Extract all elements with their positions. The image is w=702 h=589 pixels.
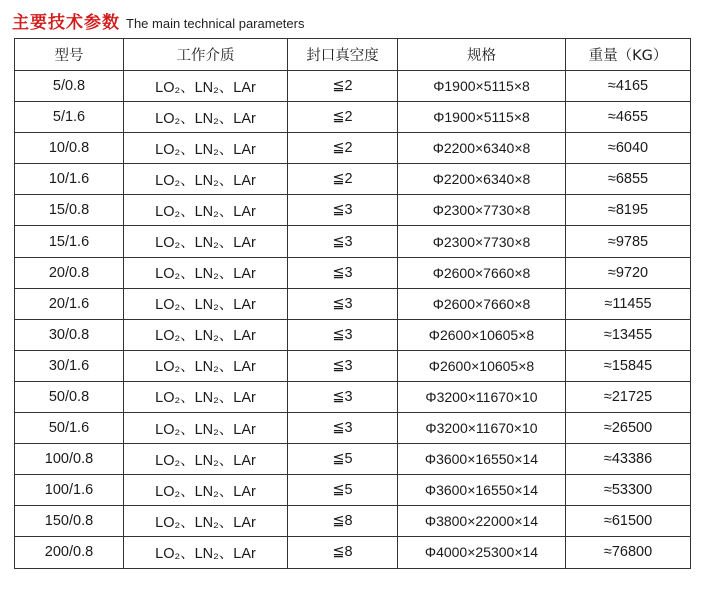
heading-title-en: The main technical parameters — [126, 16, 305, 31]
cell-vacuum: ≦8 — [288, 506, 398, 537]
table-row — [15, 537, 691, 568]
heading-title-cn: 主要技术参数 — [12, 13, 120, 33]
cell-spec: Φ3600×16550×14 — [398, 444, 566, 475]
cell-model: 100/0.8 — [15, 444, 124, 475]
cell-model: 30/0.8 — [15, 319, 124, 350]
table-row — [15, 133, 691, 164]
cell-model: 200/0.8 — [15, 537, 124, 568]
table-row — [15, 444, 691, 475]
cell-model: 50/1.6 — [15, 413, 124, 444]
technical-parameters-table — [14, 38, 691, 569]
cell-medium: LO₂、LN₂、LAr — [124, 133, 288, 164]
cell-spec: Φ2600×7660×8 — [398, 288, 566, 319]
table-row — [15, 381, 691, 412]
cell-spec: Φ3200×11670×10 — [398, 413, 566, 444]
cell-weight: ≈26500 — [566, 413, 691, 444]
cell-weight: ≈15845 — [566, 350, 691, 381]
table-row — [15, 226, 691, 257]
cell-weight: ≈76800 — [566, 537, 691, 568]
cell-medium: LO₂、LN₂、LAr — [124, 350, 288, 381]
cell-weight: ≈6855 — [566, 164, 691, 195]
cell-weight: ≈4165 — [566, 71, 691, 102]
cell-medium: LO₂、LN₂、LAr — [124, 257, 288, 288]
cell-weight: ≈4655 — [566, 102, 691, 133]
cell-spec: Φ2200×6340×8 — [398, 164, 566, 195]
table-row — [15, 506, 691, 537]
cell-medium: LO₂、LN₂、LAr — [124, 195, 288, 226]
cell-spec: Φ3200×11670×10 — [398, 381, 566, 412]
cell-medium: LO₂、LN₂、LAr — [124, 102, 288, 133]
cell-model: 15/0.8 — [15, 195, 124, 226]
cell-medium: LO₂、LN₂、LAr — [124, 319, 288, 350]
cell-vacuum: ≦3 — [288, 413, 398, 444]
table-header-row — [15, 39, 691, 71]
cell-weight: ≈13455 — [566, 319, 691, 350]
cell-spec: Φ4000×25300×14 — [398, 537, 566, 568]
cell-spec: Φ3600×16550×14 — [398, 475, 566, 506]
cell-spec: Φ2600×10605×8 — [398, 319, 566, 350]
cell-vacuum: ≦3 — [288, 381, 398, 412]
cell-medium: LO₂、LN₂、LAr — [124, 164, 288, 195]
cell-vacuum: ≦3 — [288, 195, 398, 226]
cell-vacuum: ≦2 — [288, 71, 398, 102]
cell-weight: ≈21725 — [566, 381, 691, 412]
cell-model: 50/0.8 — [15, 381, 124, 412]
cell-medium: LO₂、LN₂、LAr — [124, 537, 288, 568]
cell-model: 30/1.6 — [15, 350, 124, 381]
cell-vacuum: ≦8 — [288, 537, 398, 568]
header-weight: 重量（KG） — [566, 39, 691, 71]
cell-vacuum: ≦5 — [288, 444, 398, 475]
cell-medium: LO₂、LN₂、LAr — [124, 71, 288, 102]
cell-weight: ≈6040 — [566, 133, 691, 164]
cell-model: 5/1.6 — [15, 102, 124, 133]
table-row — [15, 475, 691, 506]
table-row — [15, 288, 691, 319]
cell-vacuum: ≦2 — [288, 164, 398, 195]
cell-spec: Φ2600×10605×8 — [398, 350, 566, 381]
cell-medium: LO₂、LN₂、LAr — [124, 381, 288, 412]
table-row — [15, 413, 691, 444]
cell-spec: Φ2200×6340×8 — [398, 133, 566, 164]
cell-spec: Φ2600×7660×8 — [398, 257, 566, 288]
cell-model: 150/0.8 — [15, 506, 124, 537]
cell-weight: ≈8195 — [566, 195, 691, 226]
cell-vacuum: ≦2 — [288, 133, 398, 164]
cell-model: 20/1.6 — [15, 288, 124, 319]
header-model: 型号 — [15, 39, 124, 71]
cell-medium: LO₂、LN₂、LAr — [124, 288, 288, 319]
cell-spec: Φ1900×5115×8 — [398, 102, 566, 133]
cell-vacuum: ≦3 — [288, 288, 398, 319]
cell-medium: LO₂、LN₂、LAr — [124, 475, 288, 506]
cell-weight: ≈9720 — [566, 257, 691, 288]
cell-medium: LO₂、LN₂、LAr — [124, 413, 288, 444]
cell-model: 15/1.6 — [15, 226, 124, 257]
cell-vacuum: ≦3 — [288, 319, 398, 350]
header-specification: 规格 — [398, 39, 566, 71]
cell-vacuum: ≦5 — [288, 475, 398, 506]
cell-weight: ≈9785 — [566, 226, 691, 257]
table-row — [15, 195, 691, 226]
cell-model: 5/0.8 — [15, 71, 124, 102]
cell-weight: ≈11455 — [566, 288, 691, 319]
cell-medium: LO₂、LN₂、LAr — [124, 226, 288, 257]
cell-model: 10/1.6 — [15, 164, 124, 195]
cell-medium: LO₂、LN₂、LAr — [124, 506, 288, 537]
cell-model: 20/0.8 — [15, 257, 124, 288]
header-medium: 工作介质 — [124, 39, 288, 71]
cell-model: 10/0.8 — [15, 133, 124, 164]
table-row — [15, 102, 691, 133]
cell-weight: ≈43386 — [566, 444, 691, 475]
section-heading — [12, 8, 304, 34]
table-row — [15, 319, 691, 350]
cell-spec: Φ1900×5115×8 — [398, 71, 566, 102]
cell-vacuum: ≦2 — [288, 102, 398, 133]
cell-spec: Φ2300×7730×8 — [398, 226, 566, 257]
cell-spec: Φ3800×22000×14 — [398, 506, 566, 537]
header-vacuum: 封口真空度 — [288, 39, 398, 71]
cell-vacuum: ≦3 — [288, 257, 398, 288]
table-row — [15, 71, 691, 102]
cell-weight: ≈53300 — [566, 475, 691, 506]
cell-weight: ≈61500 — [566, 506, 691, 537]
table-row — [15, 257, 691, 288]
cell-vacuum: ≦3 — [288, 350, 398, 381]
table-row — [15, 164, 691, 195]
cell-medium: LO₂、LN₂、LAr — [124, 444, 288, 475]
cell-model: 100/1.6 — [15, 475, 124, 506]
cell-spec: Φ2300×7730×8 — [398, 195, 566, 226]
table-body — [15, 71, 691, 569]
table-row — [15, 350, 691, 381]
cell-vacuum: ≦3 — [288, 226, 398, 257]
